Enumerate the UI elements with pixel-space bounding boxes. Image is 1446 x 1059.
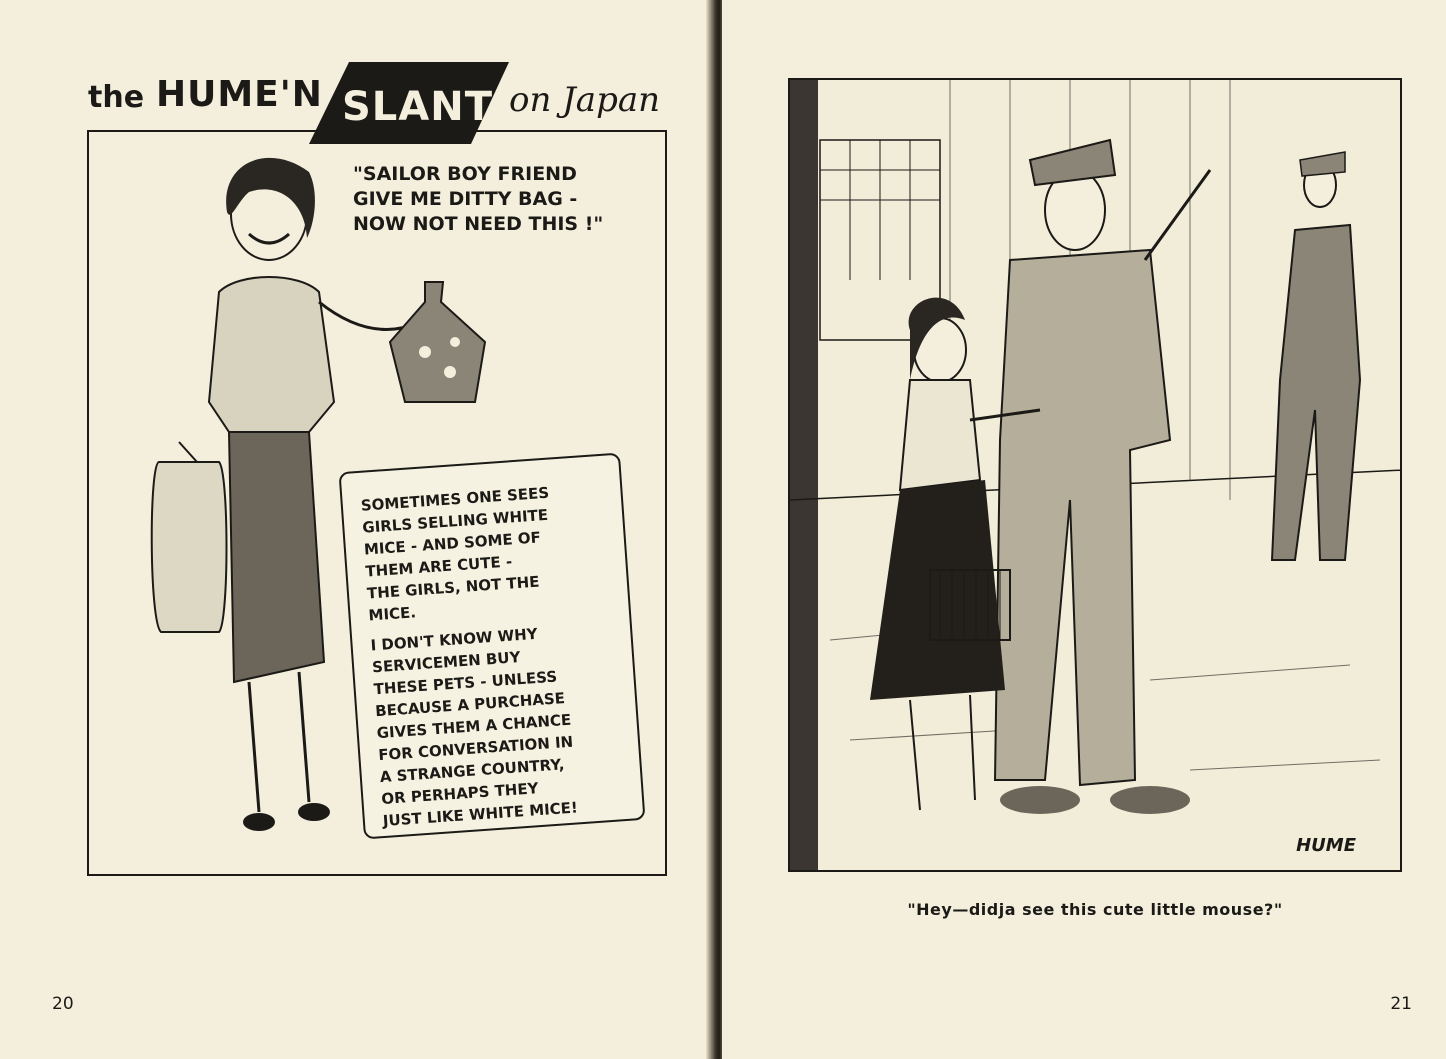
title-hume: HUME'N (156, 74, 323, 115)
left-page (0, 0, 712, 1059)
speech-quote: "SAILOR BOY FRIEND GIVE ME DITTY BAG - NOW NOT NEED THIS !" (353, 163, 604, 235)
right-page (722, 0, 1446, 1059)
note-box (339, 453, 646, 840)
soldier-and-girl-illustration (790, 80, 1402, 872)
page-number-right: 21 (1390, 994, 1412, 1014)
note-paragraph-2: I DON'T KNOW WHY SERVICEMEN BUY THESE PETS - UNLESS BECAUSE A PURCHASE GIVES THEM A CHANCE FOR CONVERSATION IN A STRANGE COUNTRY, OR PERHAPS THEY JUST LIKE WHITE MICE! (370, 624, 579, 831)
left-cartoon-panel (87, 130, 667, 876)
bundle-icon (385, 272, 495, 412)
title-the: the (88, 80, 145, 115)
right-cartoon-panel (788, 78, 1402, 872)
title-slant: SLANT (342, 84, 494, 130)
page-number-left: 20 (52, 994, 74, 1014)
artist-signature: HUME (1296, 835, 1356, 856)
note-paragraph-1: SOMETIMES ONE SEES GIRLS SELLING WHITE MICE - AND SOME OF THEM ARE CUTE - THE GIRLS, NOT THE MICE. (360, 483, 550, 625)
title-on-japan: on Japan (509, 80, 661, 120)
cartoon-caption: "Hey—didja see this cute little mouse?" (907, 900, 1283, 919)
